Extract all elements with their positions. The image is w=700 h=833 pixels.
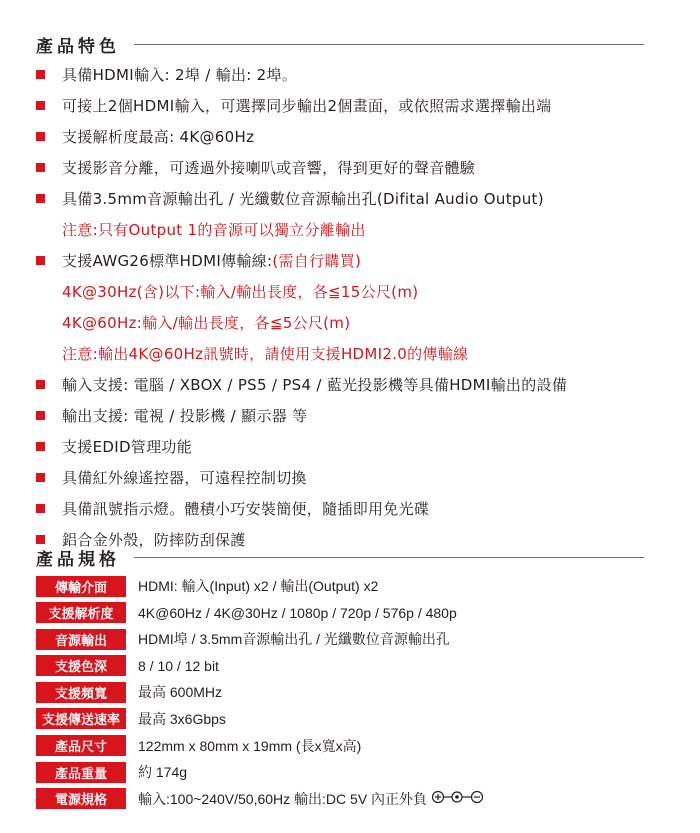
- spec-row: [36, 628, 656, 650]
- feature-item: [36, 493, 656, 524]
- feature-item: [36, 400, 656, 431]
- spec-label: 產品重量: [36, 762, 126, 783]
- feature-text: 注意:只有Output 1的音源可以獨立分離輸出: [62, 221, 366, 239]
- feature-text: 注意:輸出4K@60Hz訊號時，請使用支援HDMI2.0的傳輸線: [62, 345, 469, 363]
- spec-label: 傳輸介面: [36, 576, 126, 597]
- spec-row: [36, 735, 656, 757]
- feature-text: 輸入支援: 電腦 / XBOX / PS5 / PS4 / 藍光投影機等具備HDMI輸出的設備: [62, 376, 568, 394]
- feature-text: 具備訊號指示燈。體積小巧安裝簡便，隨插即用免光碟: [62, 500, 430, 518]
- feature-item: [36, 307, 656, 338]
- bullet-icon: [36, 70, 45, 79]
- spec-row: [36, 761, 656, 783]
- bullet-icon: [36, 256, 45, 265]
- bullet-icon: [36, 504, 45, 513]
- feature-text: 4K@60Hz:輸入/輸出長度，各≦5公尺(m): [62, 314, 351, 332]
- specs-header: [36, 545, 644, 569]
- feature-text: 支援EDID管理功能: [62, 438, 193, 456]
- bullet-icon: [36, 442, 45, 451]
- feature-text: 鋁合金外殼，防摔防刮保護: [62, 531, 246, 549]
- spec-value-text: 輸入:100~240V/50,60Hz 輸出:DC 5V 內正外負: [138, 790, 428, 807]
- spec-value: [138, 709, 226, 729]
- spec-value: [138, 682, 222, 702]
- features-divider: [134, 44, 644, 45]
- spec-value-text: 最高 600MHz: [138, 684, 223, 701]
- feature-item: [36, 462, 656, 493]
- spec-value-text: 122mm x 80mm x 19mm (長x寬x高): [138, 737, 362, 754]
- spec-label: 支援頻寬: [36, 682, 126, 703]
- spec-value: [138, 605, 457, 621]
- feature-text: 具備HDMI輸入: 2埠 / 輸出: 2埠。: [62, 66, 298, 84]
- bullet-icon: [36, 163, 45, 172]
- feature-item: [36, 431, 656, 462]
- spec-value-text: HDMI埠 / 3.5mm音源輸出孔 / 光纖數位音源輸出孔: [138, 631, 450, 648]
- feature-text: 支援影音分離，可透過外接喇叭或音響，得到更好的聲音體驗: [62, 159, 476, 177]
- spec-value-text: 4K@60Hz / 4K@30Hz / 1080p / 720p / 576p / 480p: [138, 604, 457, 621]
- feature-item: [36, 183, 656, 214]
- feature-item: [36, 245, 656, 276]
- bullet-icon: [36, 535, 45, 544]
- spec-label: 音源輸出: [36, 629, 126, 650]
- spec-value: [138, 762, 187, 782]
- spec-value-text: 最高 3x6Gbps: [138, 710, 226, 727]
- spec-row: [36, 681, 656, 703]
- bullet-icon: [36, 380, 45, 389]
- feature-item: [36, 214, 656, 245]
- spec-row: [36, 602, 656, 624]
- feature-item: [36, 121, 656, 152]
- spec-value: [138, 576, 378, 596]
- spec-label: 支援色深: [36, 655, 126, 676]
- spec-label: 電源規格: [36, 788, 126, 809]
- spec-value: [138, 789, 485, 809]
- feature-text: 輸出支援: 電視 / 投影機 / 顯示器 等: [62, 407, 308, 425]
- spec-row: [36, 575, 656, 597]
- feature-text: 具備3.5mm音源輸出孔 / 光纖數位音源輸出孔(Difital Audio Output): [62, 190, 544, 208]
- spec-label: 支援解析度: [36, 602, 126, 623]
- spec-value: [138, 629, 450, 649]
- feature-item: [36, 90, 656, 121]
- feature-text: 可接上2個HDMI輸入，可選擇同步輸出2個畫面，或依照需求選擇輸出端: [62, 97, 552, 115]
- bullet-icon: [36, 473, 45, 482]
- specs-table: [36, 575, 656, 814]
- feature-item: [36, 369, 656, 400]
- bullet-icon: [36, 411, 45, 420]
- spec-label: 產品尺寸: [36, 735, 126, 756]
- spec-row: [36, 655, 656, 677]
- spec-value-text: 約 174g: [138, 764, 188, 781]
- polarity-icon: [431, 790, 485, 807]
- features-list: [36, 59, 656, 555]
- spec-value-text: HDMI: 輸入(Input) x2 / 輸出(Output) x2: [138, 578, 379, 594]
- feature-text: 支援AWG26標準HDMI傳輸線:: [62, 252, 273, 270]
- feature-text: 支援解析度最高: 4K@60Hz: [62, 128, 255, 146]
- spec-row: [36, 708, 656, 730]
- features-header: [36, 32, 644, 56]
- specs-title: 產品規格: [36, 549, 120, 570]
- feature-note: (需自行購買): [272, 252, 362, 270]
- feature-item: [36, 338, 656, 369]
- spec-row: [36, 788, 656, 810]
- feature-item: [36, 276, 656, 307]
- features-title: 產品特色: [36, 36, 120, 57]
- specs-divider: [134, 557, 644, 558]
- bullet-icon: [36, 194, 45, 203]
- spec-value: [138, 736, 361, 756]
- feature-text: 具備紅外線遙控器，可遠程控制切換: [62, 469, 307, 487]
- spec-label: 支援傳送速率: [36, 708, 126, 729]
- bullet-icon: [36, 101, 45, 110]
- feature-text: 4K@30Hz(含)以下:輸入/輸出長度，各≦15公尺(m): [62, 283, 419, 301]
- spec-value: [138, 658, 219, 674]
- feature-item: [36, 59, 656, 90]
- bullet-icon: [36, 132, 45, 141]
- spec-value-text: 8 / 10 / 12 bit: [138, 657, 219, 674]
- feature-item: [36, 152, 656, 183]
